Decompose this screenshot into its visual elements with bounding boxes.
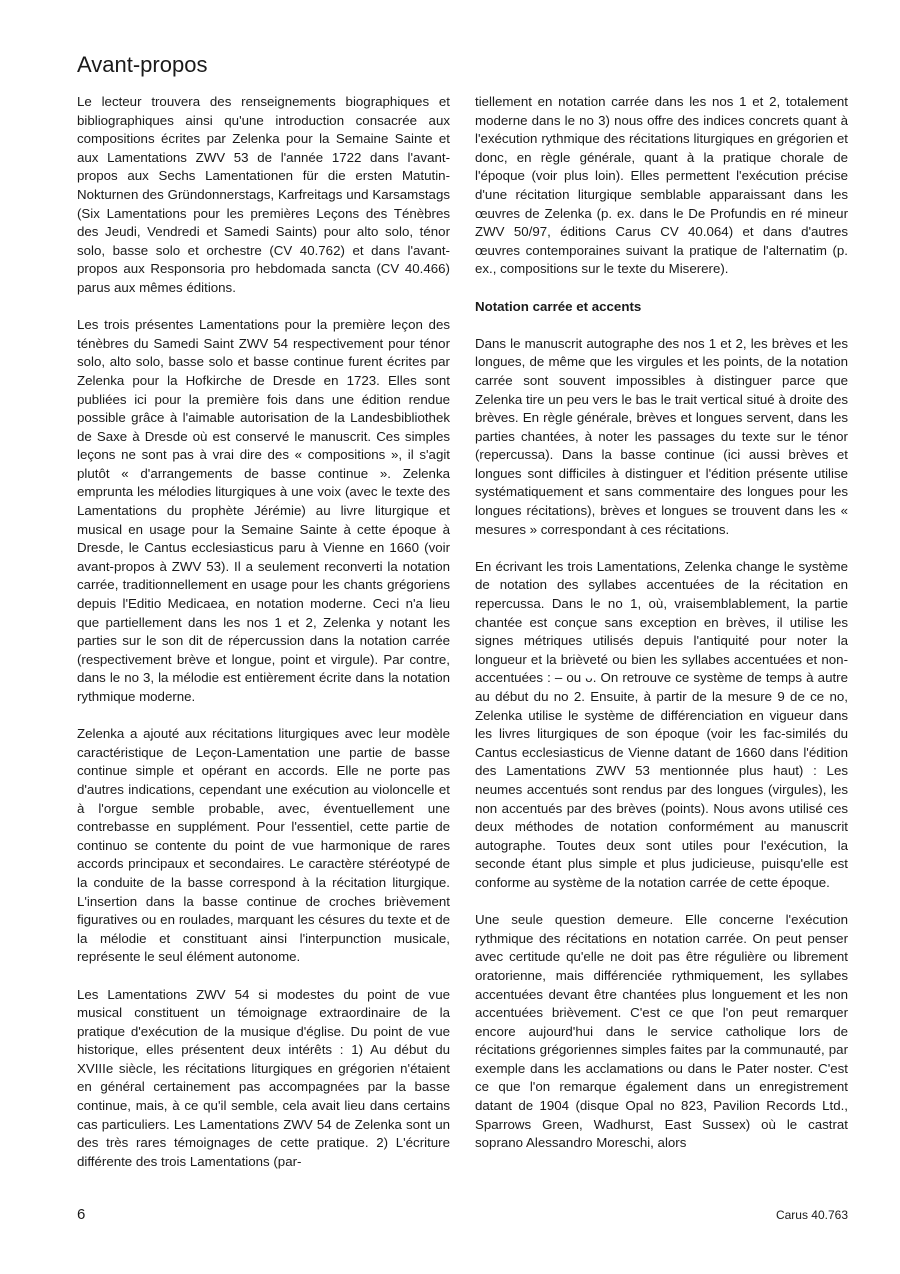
paragraph: Dans le manuscrit autographe des nos 1 et 2, les brèves et les longues, de même que les virgules et les points, de la notation carrée sont souvent impossibles à distinguer parce que Zelenka tire un peu vers le bas le trait vertical situé à droite des brèves. En règle générale, brèves et longues servent, dans les parties chantées, à noter les passages du texte sur le ténor (repercussa). Dans la basse continue (ici aussi brèves et longues sont difficiles à distinguer et l'édition présente utilise systématiquement et sans commentaire des longues pour les longues récitations), brèves et longues se trouvent dans les « mesures » correspondant à ces récitations. <box>475 335 848 537</box>
page-number: 6 <box>77 1206 86 1223</box>
paragraph: Une seule question demeure. Elle concerne l'exécution rythmique des récitations en notation carrée. On peut penser avec certitude qu'elle ne doit pas être régulière ou librement oratorienne, mais différenciée rythmiquement, les syllabes accentuées devant être chantées plus longuement et les non accentuées brièvement. C'est ce que l'on peut remarquer encore aujourd'hui dans le service catholique lors de récitations grégoriennes simples faites par la communauté, par exemple dans les acclamations ou dans le Pater noster. C'est ce que l'on remarque également dans un enregistrement datant de 1904 (disque Opal no 823, Pavilion Records Ltd., Sparrows Green, Wadhurst, East Sussex) où le castrat soprano Alessandro Moreschi, alors <box>475 912 848 1151</box>
page-title: Avant-propos <box>77 52 208 77</box>
left-column <box>77 93 450 1190</box>
right-column <box>475 93 848 1171</box>
paragraph: En écrivant les trois Lamentations, Zelenka change le système de notation des syllabes accentuées de la récitation en repercussa. Dans le no 1, où, vraisemblablement, la partie chantée est conçue sans exception en brèves, il utilise les signes métriques utilisés depuis l'antiquité pour noter la longueur et la brièveté ou bien les syllabes accentuées et non-accentuées : – ou ᴗ. On retrouve ce système de temps à autre au début du no 2. Ensuite, à partir de la mesure 9 de ce no, Zelenka utilise le système de différenciation en vigueur dans les livres liturgiques de son époque (voir les fac-similés du Cantus ecclesiasticus de Vienne datant de 1660 dans l'édition des Lamentations ZWV 53 mentionnée plus haut) : Les neumes accentués sont rendus par des longues (virgules), les non accentués par des brèves (points). Nous avons utilisé ces deux méthodes de notation conformément au manuscrit autographe. Toutes deux sont utiles pour l'exécution, la seconde étant plus simple et plus judicieuse, puisqu'elle est conforme au système de la notation carrée de cette époque. <box>475 558 848 890</box>
section-heading: Notation carrée et accents <box>475 298 642 314</box>
paragraph: Les Lamentations ZWV 54 si modestes du point de vue musical constituent un témoignage extraordinaire de la pratique d'exécution de la musique d'église. Du point de vue historique, elles présentent deux intérêts : 1) Au début du XVIIIe siècle, les récitations liturgiques en grégorien n'étaient en général certainement pas accompagnées par la basse continue, mais, à ce qu'il semble, cela avait lieu dans certains cas particuliers. Les Lamentations ZWV 54 de Zelenka sont un des très rares témoignages de cette pratique. 2) L'écriture différente des trois Lamentations (par- <box>77 986 450 1169</box>
paragraph: Les trois présentes Lamentations pour la première leçon des ténèbres du Samedi Saint ZWV 54 respectivement pour ténor solo, alto solo, basse solo et basse continue furent écrites par Zelenka pour la Hofkirche de Dresde en 1723. Elles sont publiées ici pour la première fois dans une édition rendue possible grâce à l'aimable autorisation de la Landesbibliothek de Saxe à Dresde où est conservé le manuscrit. Ces simples leçons ne sont pas à vrai dire des « compositions », il s'agit plutôt « d'arrangements de basse continue ». Zelenka emprunta les mélodies liturgiques à une voix (avec le texte des Lamentations du prophète Jérémie) au livre liturgique et musical en usage pour la Semaine Sainte à cette époque à Dresde, le Cantus ecclesiasticus paru à Vienne en 1660 (voir avant-propos à ZWV 53). Il a seulement reconverti la notation carrée, traditionnellement en usage pour les chants grégoriens depuis l'Editio Medicaea, en notation moderne. Ceci n'a lieu que partiellement dans les nos 1 et 2, Zelenka y notant les parties sur le son dit de répercussion dans la notation carrée (respectivement brève et longue, point et virgule). Par contre, dans le no 3, la mélodie est entièrement écrite dans la notation rythmique moderne. <box>77 317 450 704</box>
paragraph: Le lecteur trouvera des renseignements biographiques et bibliographiques ainsi qu'une introduction consacrée aux compositions écrites par Zelenka pour la Semaine Sainte et aux Lamentations ZWV 53 de l'année 1722 dans l'avant-propos aux Sechs Lamentationen für die ersten Matutin-Nokturnen des Gründonnerstags, Karfreitags und Karsamstags (Six Lamentations pour les premières Leçons des Ténèbres des Jeudi, Vendredi et Samedi Saints) pour alto solo, ténor solo, basse solo et orchestre (CV 40.762) et dans l'avant-propos aux Responsoria pro hebdomada sancta (CV 40.466) parus aux mêmes éditions. <box>77 94 450 295</box>
catalog-reference: Carus 40.763 <box>775 1208 848 1222</box>
paragraph: Zelenka a ajouté aux récitations liturgiques avec leur modèle caractéristique de Leçon-Lamentation une partie de basse continue simple et opérant en accords. Elle ne porte pas d'autres indications, cependant une exécution au violoncelle et à l'orgue semble probable, avec, éventuellement une contrebasse en supplément. Pour l'essentiel, cette partie de continuo se contente du point de vue harmonique de rares accords principaux et secondaires. Le caractère stéréotypé de la conduite de la basse correspond à la récitation liturgique. L'insertion dans la basse continue de croches brièvement figuratives ou en roulades, marquant les césures du texte et de la mélodie et constituant ainsi l'interpunction musicale, représente le seul élément autonome. <box>77 726 450 965</box>
paragraph: tiellement en notation carrée dans les nos 1 et 2, totalement moderne dans le no 3) nous offre des indices concrets quant à l'exécution rythmique des récitations liturgiques en grégorien et donc, en règle générale, quant à la pratique chorale de l'époque (voir plus loin). Elles permettent l'exécution précise d'une récitation liturgique semblable apparaissant dans les œuvres de Zelenka (p. ex. dans le De Profundis en ré mineur ZWV 50/97, éditions Carus CV 40.064) et dans d'autres œuvres contemporaines suivant la pratique de l'alternatim (p. ex., compositions sur le texte du Miserere). <box>475 94 848 277</box>
